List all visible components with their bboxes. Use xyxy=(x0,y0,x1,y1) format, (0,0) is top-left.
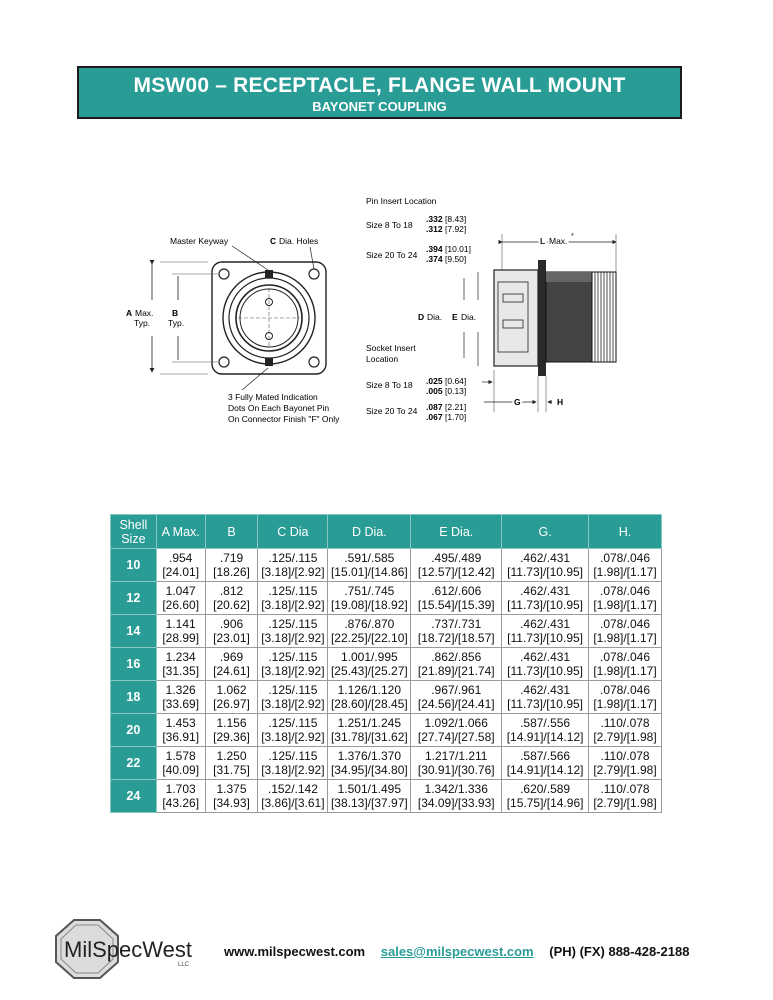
table-row xyxy=(111,549,662,582)
value-025: .025 xyxy=(426,376,443,386)
label-master-keyway: Master Keyway xyxy=(170,236,229,246)
phone-number: (PH) (FX) 888-428-2188 xyxy=(549,944,690,959)
shell-size-cell: 12 xyxy=(111,582,157,615)
h-cell: .110/.078 [2.79]/[1.98] xyxy=(589,714,662,747)
logo-llc: LLC xyxy=(178,962,190,968)
shell-size-cell: 18 xyxy=(111,681,157,714)
drawing-svg xyxy=(120,190,640,440)
value-067-mm: [1.70] xyxy=(445,412,467,422)
footer-contact xyxy=(224,944,689,959)
column-header: C Dia xyxy=(258,515,328,549)
label-c: C xyxy=(270,236,277,246)
shell-size-cell: 22 xyxy=(111,747,157,780)
label-size-20-24-b: Size 20 To 24 xyxy=(366,406,418,416)
column-header: Shell Size xyxy=(111,515,157,549)
logo-svg xyxy=(52,918,197,980)
g-cell: .462/.431 [11.73]/[10.95] xyxy=(502,648,589,681)
table-row xyxy=(111,681,662,714)
label-a-max: Max. xyxy=(135,308,154,318)
logo-text: MilSpecWest xyxy=(64,937,192,962)
shell-size-cell: 20 xyxy=(111,714,157,747)
e-dia-cell: .862/.856 [21.89]/[21.74] xyxy=(411,648,502,681)
a-max-cell: 1.141 [28.99] xyxy=(156,615,205,648)
dimension-table xyxy=(110,514,662,813)
b-cell: .719 [18.26] xyxy=(205,549,258,582)
b-cell: 1.375 [34.93] xyxy=(205,780,258,813)
value-087: .087 xyxy=(426,402,443,412)
label-b-typ: Typ. xyxy=(168,318,185,328)
note-line-2: Dots On Each Bayonet Pin xyxy=(228,403,330,413)
column-header: E Dia. xyxy=(411,515,502,549)
value-332: .332 xyxy=(426,214,443,224)
value-374: .374 xyxy=(426,254,443,264)
b-cell: 1.250 [31.75] xyxy=(205,747,258,780)
shell-size-cell: 10 xyxy=(111,549,157,582)
label-l-max: Max. xyxy=(549,236,568,246)
c-dia-cell: .125/.115 [3.18]/[2.92] xyxy=(258,747,328,780)
c-dia-cell: .125/.115 [3.18]/[2.92] xyxy=(258,681,328,714)
page-title: MSW00 – RECEPTACLE, FLANGE WALL MOUNT xyxy=(133,74,626,97)
e-dia-cell: 1.342/1.336 [34.09]/[33.93] xyxy=(411,780,502,813)
column-header: A Max. xyxy=(156,515,205,549)
page-subtitle: BAYONET COUPLING xyxy=(312,99,447,114)
label-d: D xyxy=(418,312,425,322)
c-dia-cell: .152/.142 [3.86]/[3.61] xyxy=(258,780,328,813)
label-pin-insert: Pin Insert Location xyxy=(366,196,437,206)
c-dia-cell: .125/.115 [3.18]/[2.92] xyxy=(258,549,328,582)
e-dia-cell: 1.092/1.066 [27.74]/[27.58] xyxy=(411,714,502,747)
table-row xyxy=(111,780,662,813)
label-e-dia: Dia. xyxy=(461,312,477,322)
d-dia-cell: 1.001/.995 [25.43]/[25.27] xyxy=(328,648,411,681)
label-b: B xyxy=(172,308,179,318)
h-cell: .078/.046 [1.98]/[1.17] xyxy=(589,582,662,615)
h-cell: .078/.046 [1.98]/[1.17] xyxy=(589,681,662,714)
a-max-cell: 1.453 [36.91] xyxy=(156,714,205,747)
g-cell: .462/.431 [11.73]/[10.95] xyxy=(502,549,589,582)
a-max-cell: 1.234 [31.35] xyxy=(156,648,205,681)
a-max-cell: 1.326 [33.69] xyxy=(156,681,205,714)
g-cell: .587/.556 [14.91]/[14.12] xyxy=(502,714,589,747)
shell-size-cell: 14 xyxy=(111,615,157,648)
value-332-mm: [8.43] xyxy=(445,214,467,224)
d-dia-cell: .591/.585 [15.01]/[14.86] xyxy=(328,549,411,582)
side-view xyxy=(366,196,616,422)
h-cell: .078/.046 [1.98]/[1.17] xyxy=(589,648,662,681)
value-312-mm: [7.92] xyxy=(445,224,467,234)
label-g: G xyxy=(514,397,521,407)
label-h: H xyxy=(557,397,564,407)
a-max-cell: 1.047 [26.60] xyxy=(156,582,205,615)
g-cell: .587/.566 [14.91]/[14.12] xyxy=(502,747,589,780)
mount-hole-icon xyxy=(219,269,229,279)
value-025-mm: [0.64] xyxy=(445,376,467,386)
h-cell: .110/.078 [2.79]/[1.98] xyxy=(589,780,662,813)
b-cell: 1.062 [26.97] xyxy=(205,681,258,714)
column-header: H. xyxy=(589,515,662,549)
table-row xyxy=(111,747,662,780)
e-dia-cell: .495/.489 [12.57]/[12.42] xyxy=(411,549,502,582)
label-socket-insert-2: Location xyxy=(366,354,399,364)
table-header-row xyxy=(111,515,662,549)
value-394-mm: [10.01] xyxy=(445,244,471,254)
value-374-mm: [9.50] xyxy=(445,254,467,264)
table-body xyxy=(111,549,662,813)
d-dia-cell: 1.126/1.120 [28.60]/[28.45] xyxy=(328,681,411,714)
company-logo[interactable] xyxy=(52,918,197,980)
h-cell: .110/.078 [2.79]/[1.98] xyxy=(589,747,662,780)
value-312: .312 xyxy=(426,224,443,234)
e-dia-cell: .737/.731 [18.72]/[18.57] xyxy=(411,615,502,648)
value-005-mm: [0.13] xyxy=(445,386,467,396)
c-dia-cell: .125/.115 [3.18]/[2.92] xyxy=(258,714,328,747)
label-socket-insert-1: Socket Insert xyxy=(366,343,416,353)
c-dia-cell: .125/.115 [3.18]/[2.92] xyxy=(258,615,328,648)
value-005: .005 xyxy=(426,386,443,396)
value-394: .394 xyxy=(426,244,443,254)
note-line-3: On Connector Finish "F" Only xyxy=(228,414,340,424)
b-cell: .969 [24.61] xyxy=(205,648,258,681)
column-header: G. xyxy=(502,515,589,549)
d-dia-cell: 1.501/1.495 [38.13]/[37.97] xyxy=(328,780,411,813)
front-view xyxy=(126,236,340,424)
table-row xyxy=(111,648,662,681)
e-dia-cell: .612/.606 [15.54]/[15.39] xyxy=(411,582,502,615)
label-d-dia: Dia. xyxy=(427,312,443,322)
website-link[interactable]: www.milspecwest.com xyxy=(224,944,366,959)
label-size-20-24-a: Size 20 To 24 xyxy=(366,250,418,260)
value-067: .067 xyxy=(426,412,443,422)
header-banner xyxy=(77,66,682,119)
mount-hole-icon xyxy=(219,357,229,367)
label-a: A xyxy=(126,308,133,318)
g-cell: .620/.589 [15.75]/[14.96] xyxy=(502,780,589,813)
shell-size-cell: 24 xyxy=(111,780,157,813)
b-cell: .906 [23.01] xyxy=(205,615,258,648)
label-a-typ: Typ. xyxy=(134,318,151,328)
value-087-mm: [2.21] xyxy=(445,402,467,412)
h-cell: .078/.046 [1.98]/[1.17] xyxy=(589,615,662,648)
mount-hole-icon xyxy=(309,269,319,279)
shell-size-cell: 16 xyxy=(111,648,157,681)
label-size-8-18-a: Size 8 To 18 xyxy=(366,220,413,230)
table-row xyxy=(111,714,662,747)
mount-hole-icon xyxy=(309,357,319,367)
column-header: D Dia. xyxy=(328,515,411,549)
d-dia-cell: 1.251/1.245 [31.78]/[31.62] xyxy=(328,714,411,747)
label-c-dia: Dia. Holes xyxy=(279,236,319,246)
a-max-cell: 1.578 [40.09] xyxy=(156,747,205,780)
technical-drawing xyxy=(120,190,640,440)
label-l: L xyxy=(540,236,546,246)
table-row xyxy=(111,582,662,615)
e-dia-cell: 1.217/1.211 [30.91]/[30.76] xyxy=(411,747,502,780)
table-row xyxy=(111,615,662,648)
d-dia-cell: .876/.870 [22.25]/[22.10] xyxy=(328,615,411,648)
d-dia-cell: 1.376/1.370 [34.95]/[34.80] xyxy=(328,747,411,780)
a-max-cell: .954 [24.01] xyxy=(156,549,205,582)
g-cell: .462/.431 [11.73]/[10.95] xyxy=(502,615,589,648)
e-dia-cell: .967/.961 [24.56]/[24.41] xyxy=(411,681,502,714)
note-line-1: 3 Fully Mated Indication xyxy=(228,392,318,402)
column-header: B xyxy=(205,515,258,549)
d-dia-cell: .751/.745 [19.08]/[18.92] xyxy=(328,582,411,615)
label-l-star: * xyxy=(571,233,574,240)
email-link[interactable]: sales@milspecwest.com xyxy=(380,944,534,959)
b-cell: 1.156 [29.36] xyxy=(205,714,258,747)
c-dia-cell: .125/.115 [3.18]/[2.92] xyxy=(258,648,328,681)
label-size-8-18-b: Size 8 To 18 xyxy=(366,380,413,390)
c-dia-cell: .125/.115 [3.18]/[2.92] xyxy=(258,582,328,615)
b-cell: .812 [20.62] xyxy=(205,582,258,615)
h-cell: .078/.046 [1.98]/[1.17] xyxy=(589,549,662,582)
label-e: E xyxy=(452,312,458,322)
a-max-cell: 1.703 [43.26] xyxy=(156,780,205,813)
g-cell: .462/.431 [11.73]/[10.95] xyxy=(502,582,589,615)
g-cell: .462/.431 [11.73]/[10.95] xyxy=(502,681,589,714)
